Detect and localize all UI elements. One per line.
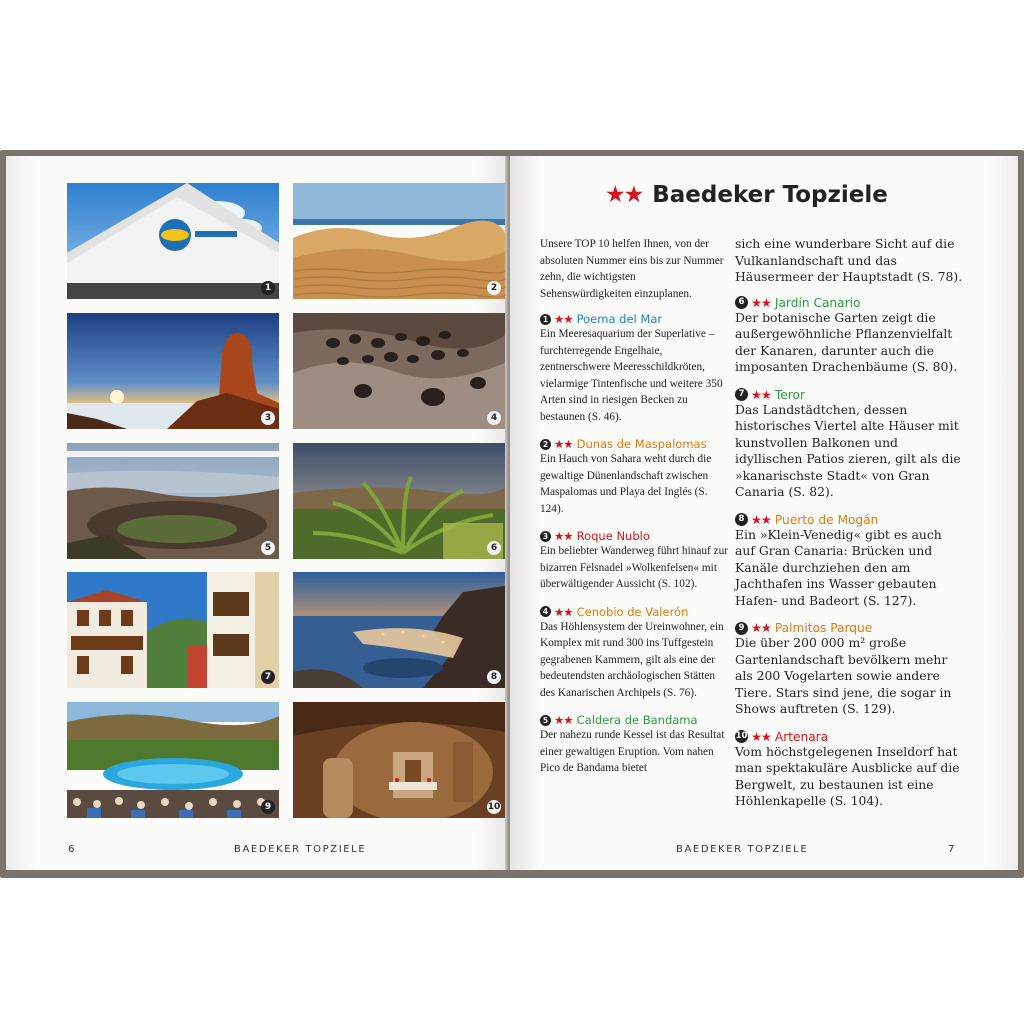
- text-column-1: [540, 236, 730, 789]
- entry-number-badge: 10: [735, 731, 748, 741]
- cave-chapel-image: [293, 702, 505, 818]
- entry-heading: [735, 621, 963, 635]
- dunes-image: [293, 183, 505, 299]
- left-page-number: 6: [68, 844, 75, 855]
- entry-text: Der nahezu runde Kessel ist das Resultat einer gewaltigen Eruption. Vom nahen Pico de Bandama bietet: [540, 729, 725, 774]
- entry-text: Vom höchstgelegenen Inseldorf hat man spektakuläre Ausblicke auf die Bergwelt, zu bestaunen ist eine Höhlenkapelle (S. 104).: [735, 743, 960, 808]
- two-stars-icon: ★★: [554, 437, 573, 451]
- continued-text: sich eine wunderbare Sicht auf die Vulkanlandschaft und das Häusermeer der Hauptstadt (S. 78).: [735, 236, 963, 284]
- entry-number-badge: 4: [540, 606, 551, 617]
- photo-palmitos-parque: [67, 702, 279, 818]
- photo-number-badge: 2: [487, 281, 501, 295]
- entry-text: Ein »Klein-Venedig« gibt es auch auf Gran Canaria: Brücken und Kanäle durchziehen den am Jachthafen ins Wasser gebauten Hafen- und Badeort (S. 127).: [735, 526, 942, 608]
- entry-heading: [735, 388, 963, 402]
- topziel-entry-1: [540, 312, 730, 425]
- page-title-text: Baedeker Topziele: [652, 182, 888, 208]
- roque-nublo-image: [67, 313, 279, 429]
- photo-roque-nublo: [67, 313, 279, 429]
- entry-heading: [735, 513, 963, 527]
- entry-text: Die über 200 000 m² große Gartenlandschaft bevölkern mehr als 200 Vogelarten sowie andere Tiere. Stars sind jene, die sogar in Shows auftreten (S. 129).: [735, 635, 952, 716]
- entry-text: Ein Meeresaquarium der Superlative – furchterregende Engelhaie, zentnerschwere Meeresschildkröten, vielarmige Tintenfische und weitere 350 Arten sind in riesigen Becken zu bestaunen (S. 46).: [540, 328, 723, 423]
- photo-teror: [67, 572, 279, 688]
- topziel-entry-8: [735, 513, 963, 610]
- two-stars-icon: ★★: [554, 604, 573, 619]
- entry-heading: [540, 713, 730, 727]
- aquarium-building-image: [67, 183, 279, 299]
- cave-wall-image: [293, 313, 505, 429]
- entry-number-badge: 9: [735, 622, 748, 635]
- entry-text: Ein beliebter Wanderweg führt hinauf zur bizarren Felsnadel »Wolkenfelsen« mit überwältigender Aussicht (S. 102).: [540, 545, 729, 590]
- entry-title: Roque Nublo: [576, 529, 650, 543]
- right-page-number: 7: [948, 844, 955, 855]
- photo-number-badge: 6: [487, 541, 501, 555]
- entry-title: Poema del Mar: [576, 312, 663, 326]
- teror-houses-image: [67, 572, 279, 688]
- entry-text: Das Höhlensystem der Ureinwohner, ein Komplex mit rund 300 ins Tuffgestein gegrabenen Kammern, gilt als eine der bedeutendsten archäologischen Stätten des Kanarischen Archipels (S. 76).: [540, 620, 724, 699]
- intro-text: Unsere TOP 10 helfen Ihnen, von der absoluten Nummer eins bis zur Nummer zehn, die wichtigsten Sehenswürdigkeiten einzuplanen.: [540, 238, 724, 300]
- left-page: [6, 156, 509, 870]
- entry-number-badge: 5: [540, 715, 551, 726]
- entry-title: Cenobio de Valerón: [576, 604, 689, 619]
- caldera-image: [67, 443, 279, 559]
- open-book: [0, 150, 1024, 878]
- two-stars-icon: ★★: [751, 621, 771, 635]
- topziel-entry-3: [540, 529, 730, 593]
- entry-heading: [735, 730, 963, 744]
- photo-puerto-de-mogan: [293, 572, 505, 688]
- palm-garden-image: [293, 443, 505, 559]
- photo-dunas-de-maspalomas: [293, 183, 505, 299]
- topziel-entry-4: [540, 605, 730, 702]
- photo-number-badge: 3: [261, 411, 275, 425]
- photo-number-badge: 9: [261, 800, 275, 814]
- topziel-entry-7: [735, 388, 963, 501]
- topziel-entry-10: [735, 730, 963, 810]
- photo-caldera-de-bandama: [67, 443, 279, 559]
- topziel-entry-9: [735, 621, 963, 718]
- entry-heading: [540, 312, 730, 326]
- photo-poema-del-mar: [67, 183, 279, 299]
- two-stars-icon: ★★: [751, 295, 771, 310]
- photo-number-badge: 1: [261, 281, 275, 295]
- two-stars-icon: ★★: [554, 713, 573, 727]
- topziel-entry-2: [540, 437, 730, 517]
- entry-number-badge: 8: [735, 513, 748, 526]
- entry-heading: [540, 437, 730, 451]
- right-running-head: BAEDEKER TOPZIELE: [676, 844, 809, 855]
- right-page: [510, 156, 1018, 870]
- dolphin-show-image: [67, 702, 279, 818]
- photo-artenara: [293, 702, 505, 818]
- title-stars-icon: ★★: [605, 182, 643, 208]
- entry-heading: [540, 529, 730, 543]
- entry-number-badge: 3: [540, 531, 551, 542]
- entry-text: Das Landstädtchen, dessen historisches Viertel alte Häuser mit kunstvollen Balkonen und idyllischen Patios zieren, gilt als die »kanarischste Stadt« von Gran Canaria (S. 82).: [735, 401, 961, 499]
- entry-heading: [735, 296, 963, 310]
- text-column-2: [735, 236, 963, 822]
- entry-title: Palmitos Parque: [774, 621, 873, 635]
- topziel-entry-5: [540, 713, 730, 777]
- left-running-head: BAEDEKER TOPZIELE: [234, 844, 367, 855]
- photo-number-badge: 4: [487, 411, 501, 425]
- photo-number-badge: 7: [261, 670, 275, 684]
- entry-title: Caldera de Bandama: [576, 713, 698, 727]
- entry-number-badge: 1: [540, 314, 551, 325]
- entry-title: Teror: [774, 387, 805, 402]
- photo-number-badge: 10: [487, 802, 501, 812]
- two-stars-icon: ★★: [554, 529, 573, 543]
- two-stars-icon: ★★: [554, 312, 573, 326]
- harbor-image: [293, 572, 505, 688]
- two-stars-icon: ★★: [751, 729, 771, 744]
- entry-title: Puerto de Mogán: [774, 512, 879, 527]
- entry-title: Jardín Canario: [774, 295, 861, 310]
- entry-number-badge: 2: [540, 439, 551, 450]
- photo-number-badge: 8: [487, 670, 501, 684]
- page-title: [605, 182, 888, 208]
- entry-title: Dunas de Maspalomas: [576, 437, 707, 451]
- entry-text: Der botanische Garten zeigt die außergewöhnliche Pflanzenvielfalt der Kanaren, darunter auch die imposanten Drachenbäume (S. 80).: [735, 309, 958, 374]
- entry-title: Artenara: [774, 729, 829, 744]
- photo-jardin-canario: [293, 443, 505, 559]
- entry-number-badge: 6: [735, 296, 748, 309]
- entry-number-badge: 7: [735, 388, 748, 401]
- entry-heading: [540, 605, 730, 619]
- photo-cenobio-de-valeron: [293, 313, 505, 429]
- photo-number-badge: 5: [261, 541, 275, 555]
- entry-text: Ein Hauch von Sahara weht durch die gewaltige Dünenlandschaft zwischen Maspalomas und Playa del Inglés (S. 124).: [540, 453, 712, 515]
- two-stars-icon: ★★: [751, 512, 771, 527]
- topziel-entry-6: [735, 296, 963, 376]
- two-stars-icon: ★★: [751, 387, 771, 402]
